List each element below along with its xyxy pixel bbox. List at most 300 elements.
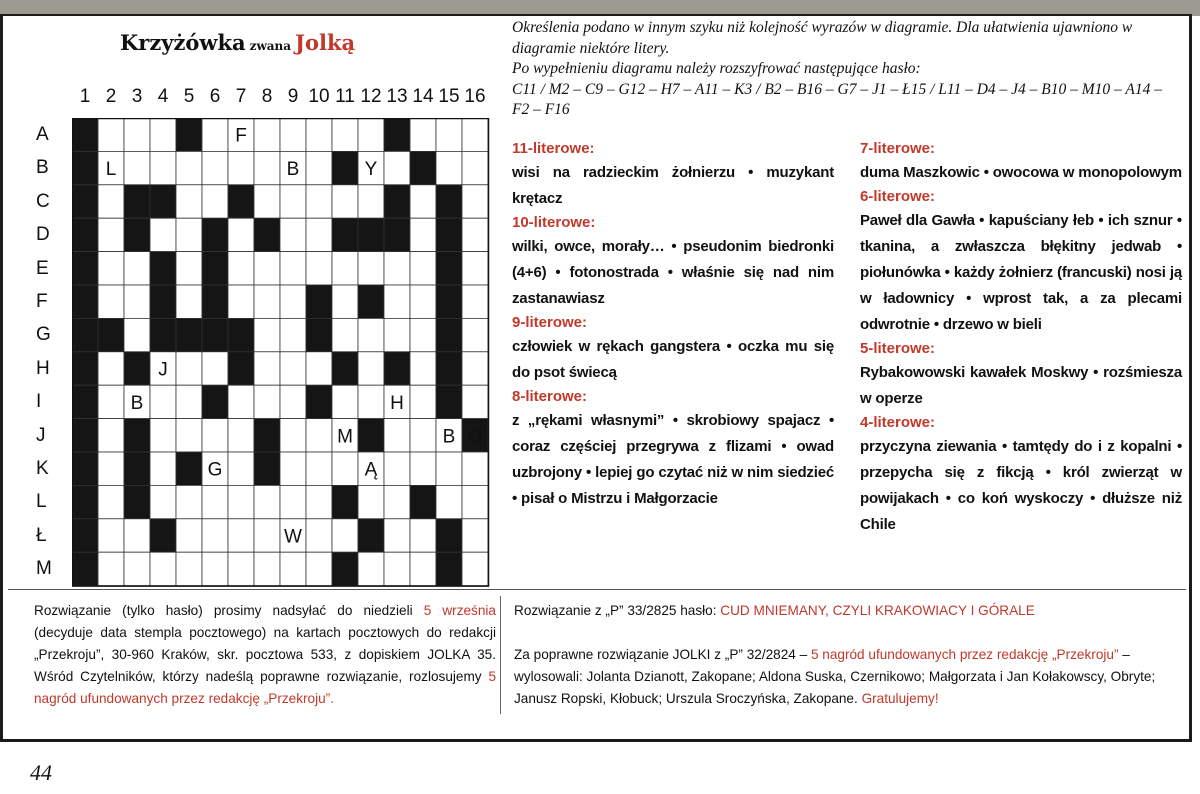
title-accent: Jolką	[295, 30, 356, 55]
white-cell	[176, 385, 202, 418]
white-cell	[228, 385, 254, 418]
clue-text: przyczyna ziewania • tamtędy do i z kopalni • przepycha się z fikcją • król zwierząt w powijakach • co koń wyskoczy • dłuższe niż Chile	[860, 438, 1182, 533]
black-cell	[254, 218, 280, 251]
row-letter: Ł	[36, 524, 47, 546]
row-letter: J	[36, 424, 46, 446]
black-cell	[384, 218, 410, 251]
white-cell	[176, 519, 202, 552]
white-cell	[254, 285, 280, 318]
clue-text: Rybakowowski kawałek Moskwy • rozśmiesza w operze	[860, 364, 1182, 407]
title-main: Krzyżówka	[120, 30, 246, 55]
black-cell	[332, 485, 358, 518]
white-cell	[124, 151, 150, 184]
black-cell	[254, 452, 280, 485]
black-cell	[436, 552, 462, 585]
white-cell	[176, 185, 202, 218]
white-cell	[332, 318, 358, 351]
white-cell	[306, 118, 332, 151]
row-letters	[36, 118, 66, 586]
grid-letter: W	[284, 526, 302, 548]
black-cell	[72, 218, 98, 251]
row-letter: M	[36, 558, 52, 580]
instructions-line-2: Po wypełnieniu diagramu należy rozszyfrować następujące hasło:	[512, 60, 921, 77]
white-cell	[280, 352, 306, 385]
white-cell	[462, 218, 488, 251]
grid-letter: B	[442, 426, 456, 448]
black-cell	[72, 519, 98, 552]
row-letter: A	[36, 124, 49, 145]
grid-letter: F	[235, 125, 247, 147]
column-number: 11	[335, 86, 355, 107]
white-cell	[410, 419, 436, 452]
black-cell	[150, 318, 176, 351]
black-cell	[410, 151, 436, 184]
white-cell	[436, 452, 462, 485]
white-cell	[332, 452, 358, 485]
black-cell	[332, 151, 358, 184]
white-cell	[176, 252, 202, 285]
instructions-line-1: Określenia podano w innym szyku niż kolejność wyrazów w diagramie. Dla ułatwienia ujawniono w diagramie niektóre litery.	[512, 19, 1133, 57]
white-cell	[98, 385, 124, 418]
white-cell	[436, 151, 462, 184]
clues-right-column	[860, 138, 1182, 538]
grid-letter: Ą	[364, 459, 378, 481]
white-cell	[462, 318, 488, 351]
white-cell	[254, 385, 280, 418]
black-cell	[150, 519, 176, 552]
white-cell	[280, 218, 306, 251]
submission-text	[34, 600, 496, 710]
black-cell	[436, 318, 462, 351]
white-cell	[462, 252, 488, 285]
clue-group-6	[860, 186, 1182, 338]
black-cell	[124, 452, 150, 485]
black-cell	[72, 419, 98, 452]
white-cell	[124, 318, 150, 351]
white-cell	[98, 452, 124, 485]
black-cell	[384, 185, 410, 218]
white-cell	[98, 118, 124, 151]
white-cell	[254, 118, 280, 151]
white-cell	[306, 151, 332, 184]
submission-info	[34, 600, 496, 710]
white-cell	[176, 552, 202, 585]
white-cell	[462, 185, 488, 218]
clue-group-5	[860, 338, 1182, 412]
black-cell	[436, 218, 462, 251]
white-cell	[306, 519, 332, 552]
white-cell	[332, 118, 358, 151]
white-cell	[150, 218, 176, 251]
black-cell	[72, 352, 98, 385]
white-cell	[462, 485, 488, 518]
white-cell	[306, 485, 332, 518]
deadline: 5 września	[423, 603, 496, 618]
white-cell	[332, 385, 358, 418]
white-cell	[358, 485, 384, 518]
black-cell	[150, 252, 176, 285]
white-cell	[176, 352, 202, 385]
black-cell	[176, 318, 202, 351]
white-cell	[306, 185, 332, 218]
clue-text: wilki, owce, morały… • pseudonim biedronki (4+6) • fotonostrada • właśnie się nad nim zastanawiasz	[512, 238, 834, 307]
white-cell	[358, 252, 384, 285]
white-cell	[462, 151, 488, 184]
white-cell	[254, 318, 280, 351]
column-number: 4	[157, 86, 169, 107]
grid-letter: H	[390, 392, 404, 414]
black-cell	[332, 352, 358, 385]
white-cell	[280, 485, 306, 518]
white-cell	[228, 151, 254, 184]
black-cell	[410, 485, 436, 518]
black-cell	[176, 118, 202, 151]
clue-heading: 6-literowe:	[860, 188, 936, 205]
white-cell	[202, 118, 228, 151]
row-letter: G	[36, 324, 51, 346]
white-cell	[98, 352, 124, 385]
clue-heading: 7-literowe:	[860, 140, 936, 157]
column-number: 13	[386, 86, 408, 107]
white-cell	[358, 385, 384, 418]
white-cell	[202, 419, 228, 452]
solution-value: CUD MNIEMANY, CZYLI KRAKOWIACY I GÓRALE	[720, 603, 1035, 618]
white-cell	[410, 519, 436, 552]
black-cell	[72, 385, 98, 418]
white-cell	[228, 452, 254, 485]
white-cell	[150, 419, 176, 452]
submission-part-2: (decyduje data stempla pocztowego) na kartach pocztowych do redakcji „Przekroju”, 30-960 Kraków, skr. pocztowa 533, z dopiskiem JOLKA 35. Wśród Czytelników, którzy nadeślą poprawne rozwiązanie, rozlosujemy	[34, 625, 496, 684]
black-cell	[72, 151, 98, 184]
white-cell	[280, 285, 306, 318]
clue-heading: 8-literowe:	[512, 388, 588, 405]
white-cell	[98, 419, 124, 452]
grid-letter: B	[130, 392, 144, 414]
white-cell	[254, 151, 280, 184]
white-cell	[98, 485, 124, 518]
white-cell	[228, 519, 254, 552]
row-letter: F	[36, 291, 48, 312]
black-cell	[436, 285, 462, 318]
white-cell	[176, 218, 202, 251]
white-cell	[384, 552, 410, 585]
black-cell	[228, 318, 254, 351]
black-cell	[202, 285, 228, 318]
black-cell	[332, 218, 358, 251]
row-letter: C	[36, 190, 50, 212]
white-cell	[410, 218, 436, 251]
white-cell	[150, 385, 176, 418]
column-number: 6	[209, 86, 221, 107]
white-cell	[228, 218, 254, 251]
black-cell	[124, 485, 150, 518]
row-letter: K	[36, 458, 49, 479]
row-letter: D	[36, 224, 50, 246]
instructions	[512, 18, 1182, 121]
black-cell	[228, 352, 254, 385]
grid-letter: Y	[364, 159, 378, 181]
grid-letter: B	[286, 159, 300, 181]
white-cell	[306, 452, 332, 485]
black-cell	[358, 218, 384, 251]
column-number: 10	[308, 86, 330, 107]
white-cell	[254, 485, 280, 518]
white-cell	[384, 318, 410, 351]
black-cell	[98, 318, 124, 351]
white-cell	[462, 385, 488, 418]
white-cell	[306, 218, 332, 251]
clue-group-9	[512, 312, 834, 386]
white-cell	[462, 452, 488, 485]
white-cell	[124, 285, 150, 318]
black-cell	[72, 285, 98, 318]
white-cell	[202, 352, 228, 385]
white-cell	[462, 285, 488, 318]
black-cell	[436, 519, 462, 552]
clue-group-8	[512, 386, 834, 512]
title-small: zwana	[249, 39, 292, 53]
white-cell	[228, 552, 254, 585]
column-numbers	[72, 86, 488, 110]
clue-heading: 9-literowe:	[512, 314, 588, 331]
white-cell	[410, 118, 436, 151]
black-cell	[384, 118, 410, 151]
column-number: 9	[287, 86, 299, 107]
black-cell	[306, 385, 332, 418]
white-cell	[306, 552, 332, 585]
black-cell	[72, 452, 98, 485]
black-cell	[202, 218, 228, 251]
black-cell	[306, 285, 332, 318]
column-number: 12	[360, 86, 382, 107]
white-cell	[98, 519, 124, 552]
white-cell	[306, 419, 332, 452]
black-cell	[202, 252, 228, 285]
congratulations: Gratulujemy!	[861, 691, 939, 706]
white-cell	[410, 552, 436, 585]
white-cell	[410, 452, 436, 485]
white-cell	[150, 452, 176, 485]
black-cell	[436, 352, 462, 385]
column-number: 14	[412, 86, 434, 107]
clue-text: z „rękami własnymi” • skrobiowy spajacz • coraz częściej przegrywa z flizami • owad uzbrojony • lepiej go czytać niż w nim siedzieć • pisał o Mistrzu i Małgorzacie	[512, 412, 834, 507]
clue-group-4	[860, 412, 1182, 538]
clue-heading: 10-literowe:	[512, 214, 596, 231]
black-cell	[358, 285, 384, 318]
column-number: 7	[235, 86, 247, 107]
black-cell	[202, 385, 228, 418]
white-cell	[332, 285, 358, 318]
white-cell	[150, 552, 176, 585]
column-number: 1	[79, 86, 91, 107]
section-divider	[8, 589, 1186, 590]
white-cell	[384, 485, 410, 518]
white-cell	[98, 185, 124, 218]
white-cell	[462, 552, 488, 585]
white-cell	[254, 185, 280, 218]
row-letter: B	[36, 157, 49, 179]
column-number: 3	[131, 86, 143, 107]
white-cell	[306, 352, 332, 385]
white-cell	[254, 519, 280, 552]
black-cell	[72, 118, 98, 151]
winners	[514, 644, 1186, 710]
puzzle-title	[120, 30, 355, 55]
white-cell	[202, 151, 228, 184]
white-cell	[254, 352, 280, 385]
solution-key: C11 / M2 – C9 – G12 – H7 – A11 – K3 / B2 – B16 – G7 – J1 – Ł15 / L11 – D4 – J4 – B10 – M10 – A14 – F2 – F16	[512, 80, 1162, 118]
white-cell	[280, 252, 306, 285]
clue-heading: 4-literowe:	[860, 414, 936, 431]
white-cell	[228, 285, 254, 318]
black-cell	[358, 419, 384, 452]
white-cell	[202, 519, 228, 552]
black-cell	[124, 185, 150, 218]
clue-text: duma Maszkowic • owocowa w monopolowym	[860, 164, 1182, 181]
black-cell	[124, 419, 150, 452]
white-cell	[280, 318, 306, 351]
white-cell	[462, 352, 488, 385]
white-cell	[150, 151, 176, 184]
white-cell	[462, 118, 488, 151]
white-cell	[280, 419, 306, 452]
black-cell	[202, 318, 228, 351]
black-cell	[124, 352, 150, 385]
white-cell	[124, 552, 150, 585]
prizes: 5 nagród ufundowanych przez redakcję „Przekroju”.	[34, 669, 496, 706]
black-cell	[124, 218, 150, 251]
white-cell	[98, 552, 124, 585]
grid-letter: M	[337, 426, 353, 448]
white-cell	[228, 419, 254, 452]
black-cell	[306, 318, 332, 351]
black-cell	[72, 185, 98, 218]
white-cell	[124, 118, 150, 151]
white-cell	[384, 151, 410, 184]
row-letter: H	[36, 357, 50, 379]
black-cell	[72, 318, 98, 351]
white-cell	[176, 419, 202, 452]
white-cell	[280, 185, 306, 218]
black-cell	[358, 519, 384, 552]
row-letter: L	[36, 491, 47, 513]
clues-area	[512, 138, 1182, 588]
winners-list: – wylosowali: Jolanta Dzianott, Zakopane; Aldona Suska, Czernikowo; Małgorzata i Jan Kołakowscy, Obryte; Janusz Ropski, Kłobuck; Urszula Sroczyńska, Zakopane.	[514, 647, 1156, 706]
previous-solution	[514, 600, 1186, 622]
white-cell	[410, 285, 436, 318]
black-cell	[436, 185, 462, 218]
white-cell	[124, 519, 150, 552]
white-cell	[358, 352, 384, 385]
grid-letter: G	[207, 459, 223, 481]
white-cell	[358, 318, 384, 351]
clue-group-11	[512, 138, 834, 212]
white-cell	[462, 519, 488, 552]
white-cell	[332, 185, 358, 218]
white-cell	[98, 285, 124, 318]
white-cell	[176, 151, 202, 184]
white-cell	[228, 252, 254, 285]
crossword-grid	[72, 118, 490, 588]
white-cell	[176, 485, 202, 518]
black-cell	[254, 419, 280, 452]
white-cell	[436, 485, 462, 518]
clue-group-7	[860, 138, 1182, 186]
submission-part-1: Rozwiązanie (tylko hasło) prosimy nadsyłać do niedzieli	[34, 603, 424, 618]
white-cell	[176, 285, 202, 318]
black-cell	[176, 452, 202, 485]
clue-text: wisi na radzieckim żołnierzu • muzykant krętacz	[512, 164, 834, 207]
clues-left-column	[512, 138, 834, 512]
white-cell	[384, 519, 410, 552]
black-cell	[436, 385, 462, 418]
white-cell	[280, 452, 306, 485]
clue-heading: 11-literowe:	[512, 140, 595, 157]
black-cell	[436, 252, 462, 285]
grid-letter: L	[105, 159, 117, 181]
column-number: 8	[261, 86, 273, 107]
white-cell	[384, 452, 410, 485]
white-cell	[202, 185, 228, 218]
white-cell	[410, 385, 436, 418]
white-cell	[202, 552, 228, 585]
white-cell	[150, 118, 176, 151]
grid-letter: J	[158, 359, 168, 381]
white-cell	[384, 252, 410, 285]
black-cell	[72, 485, 98, 518]
column-number: 5	[183, 86, 195, 107]
white-cell	[280, 552, 306, 585]
white-cell	[358, 118, 384, 151]
column-number: 2	[105, 86, 117, 107]
clue-text: człowiek w rękach gangstera • oczka mu się do psot świecą	[512, 338, 834, 381]
black-cell	[150, 185, 176, 218]
winners-prizes: 5 nagród ufundowanych przez redakcję „Przekroju”	[810, 647, 1119, 662]
white-cell	[358, 185, 384, 218]
white-cell	[124, 252, 150, 285]
white-cell	[254, 552, 280, 585]
row-letter: E	[36, 257, 49, 279]
black-cell	[72, 552, 98, 585]
row-letter: I	[36, 391, 42, 413]
solution-label: Rozwiązanie z „P” 33/2825 hasło:	[514, 603, 721, 618]
white-cell	[410, 352, 436, 385]
white-cell	[358, 552, 384, 585]
black-cell	[384, 352, 410, 385]
white-cell	[384, 419, 410, 452]
white-cell	[306, 252, 332, 285]
white-cell	[384, 285, 410, 318]
black-cell	[72, 252, 98, 285]
white-cell	[150, 485, 176, 518]
white-cell	[202, 485, 228, 518]
black-cell	[228, 185, 254, 218]
white-cell	[228, 485, 254, 518]
white-cell	[332, 252, 358, 285]
white-cell	[410, 318, 436, 351]
white-cell	[98, 218, 124, 251]
white-cell	[410, 185, 436, 218]
white-cell	[98, 252, 124, 285]
clue-text: Paweł dla Gawła • kapuściany łeb • ich sznur • tkanina, a zwłaszcza błękitny jedwab • piołunówka • każdy żołnierz (francuski) nosi ją w ładownicy • wprost tak, a za plecami odwrotnie • drzewo w bieli	[860, 212, 1182, 333]
grid-letter: Ó	[467, 426, 483, 448]
white-cell	[436, 118, 462, 151]
white-cell	[410, 252, 436, 285]
white-cell	[254, 252, 280, 285]
white-cell	[280, 385, 306, 418]
previous-results	[514, 600, 1186, 710]
white-cell	[332, 519, 358, 552]
